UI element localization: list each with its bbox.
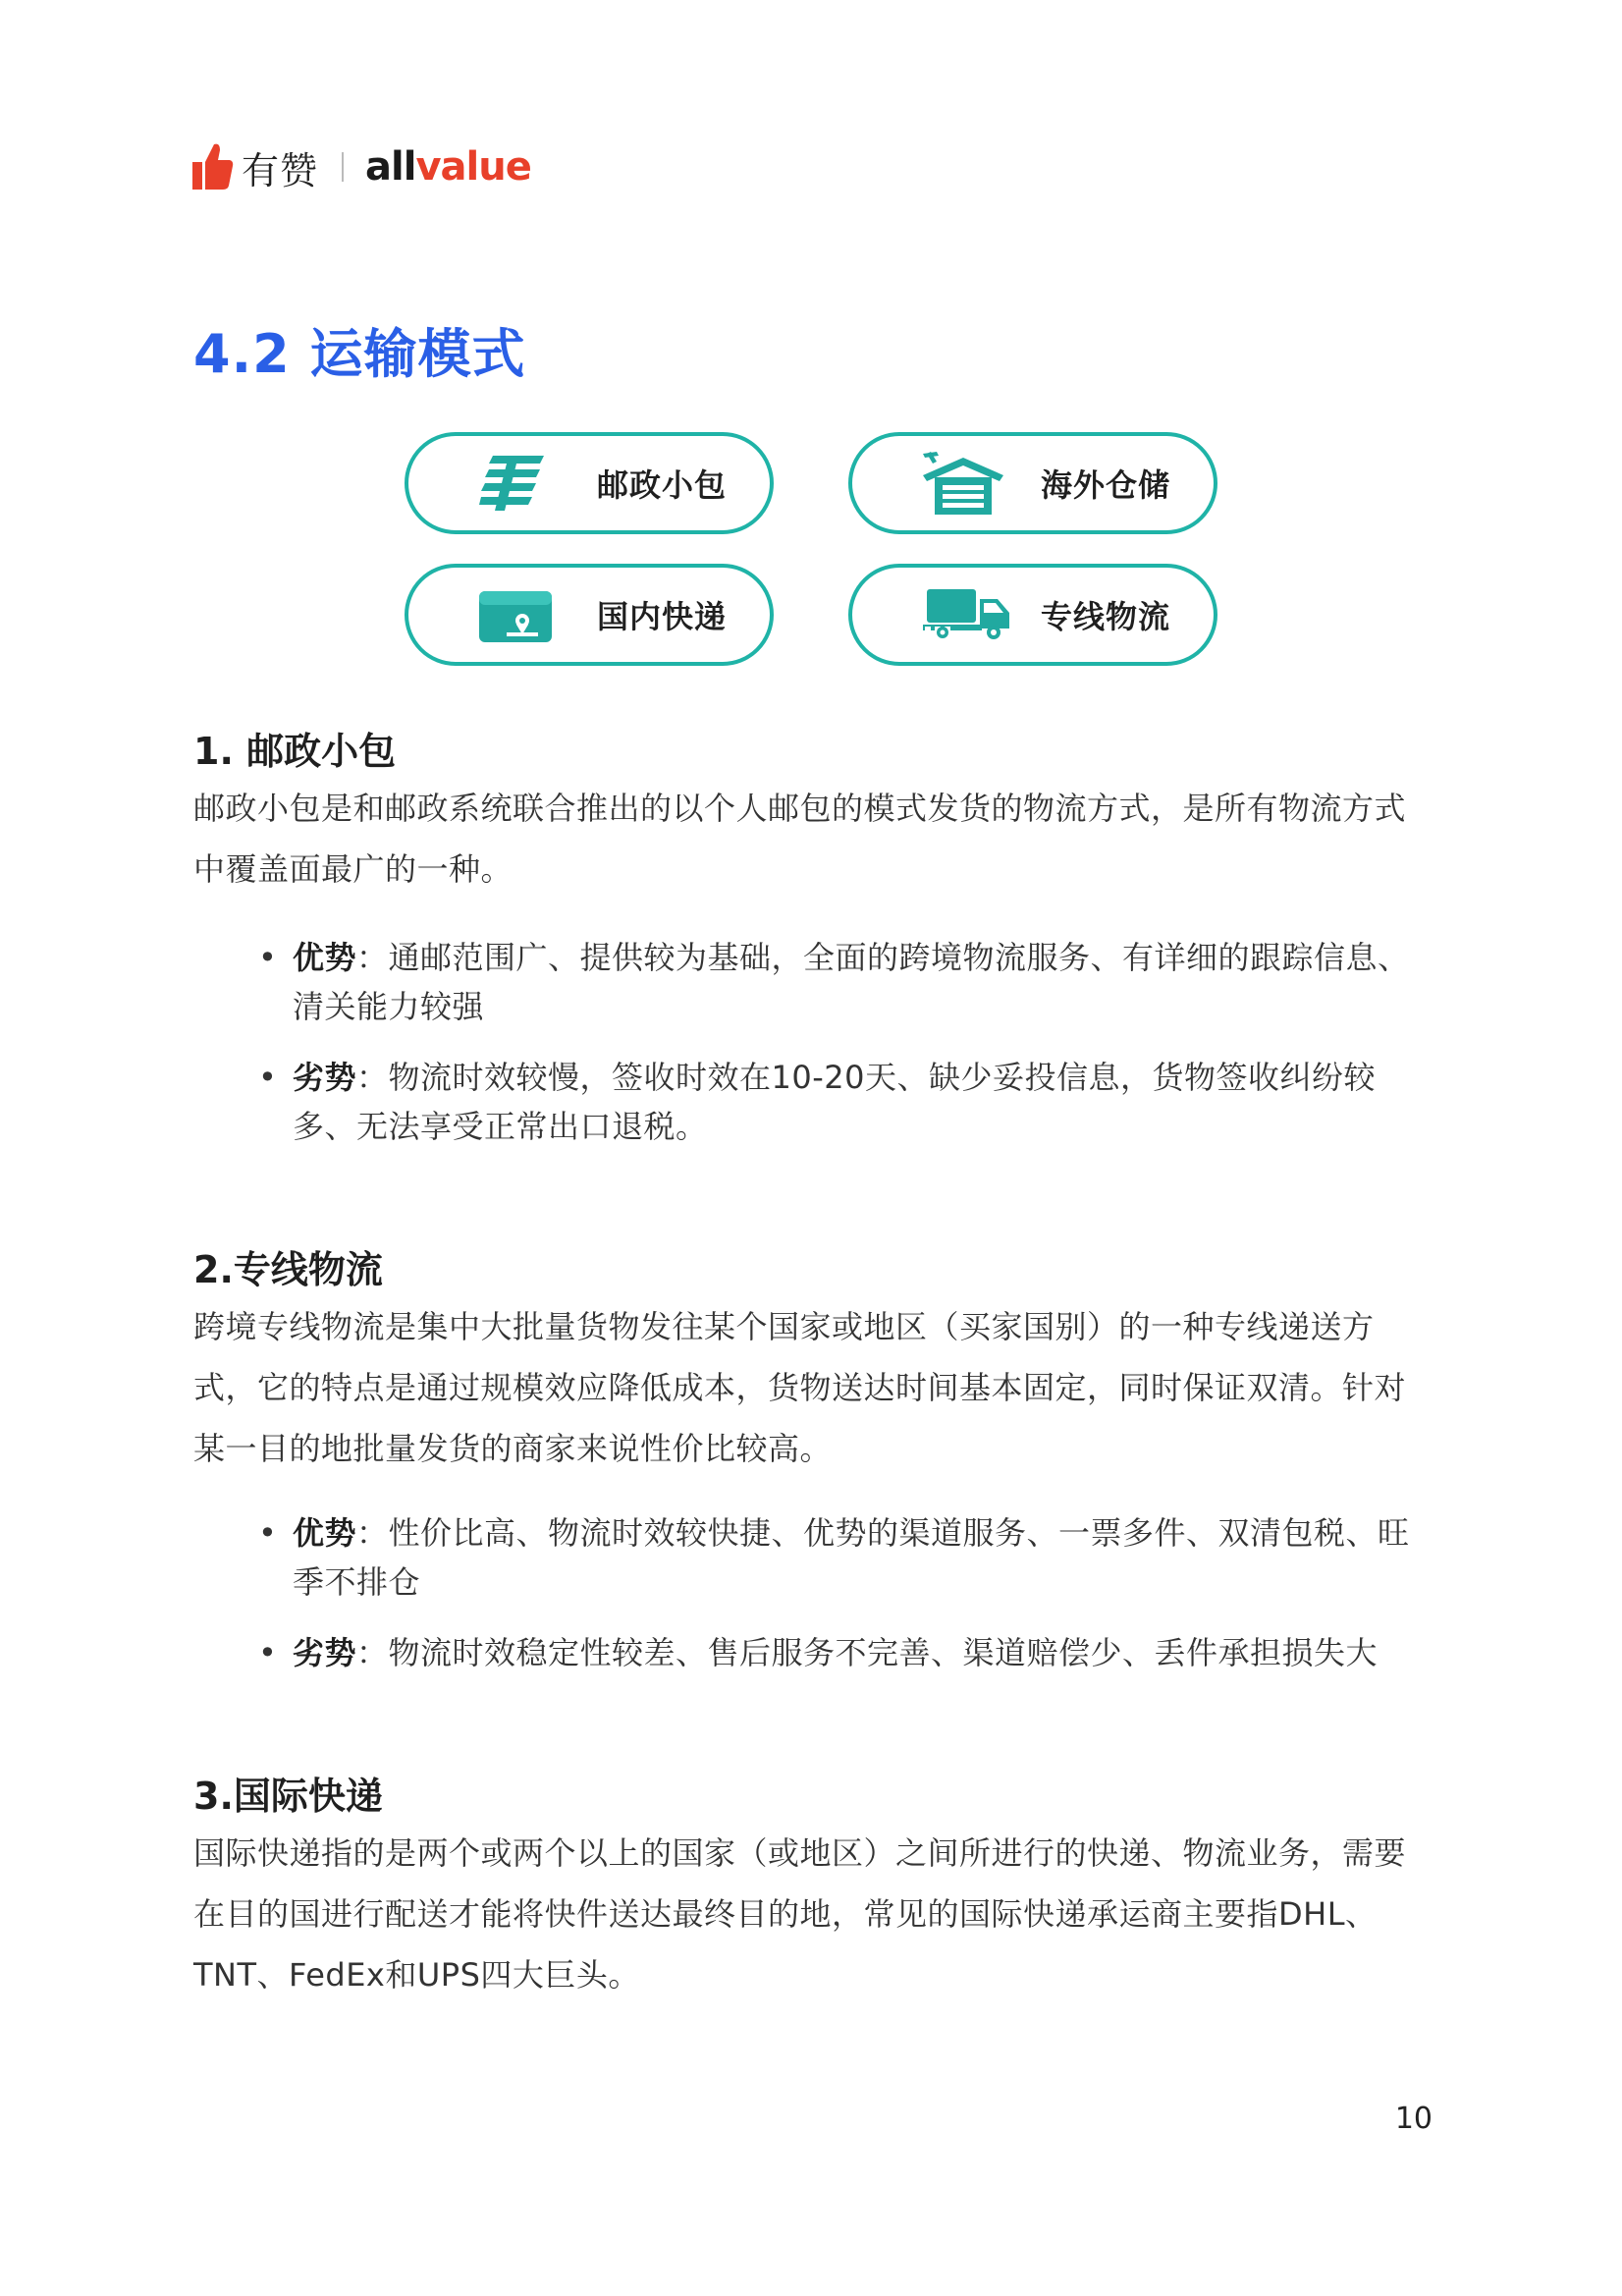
thumbs-up-icon	[192, 142, 234, 191]
section-heading-intl-express: 3.国际快递	[193, 1775, 383, 1818]
bullet-disadvantage: • 劣势：物流时效稳定性较差、售后服务不完善、渠道赔偿少、丢件承担损失大	[193, 1628, 1433, 1677]
section-paragraph-intl-express: 国际快递指的是两个或两个以上的国家（或地区）之间所进行的快递、物流业务，需要在目的国进行配送才能将快件送达最终目的地，常见的国际快递承运商主要指DHL、TNT、FedEx和UPS四大巨头。	[193, 1834, 1407, 1994]
truck-icon	[923, 589, 1011, 640]
mode-pill-postal[interactable]	[405, 432, 774, 534]
section-paragraph-dedicated-line: 跨境专线物流是集中大批量货物发往某个国家或地区（买家国别）的一种专线递送方式，它的特点是通过规模效应降低成本，货物送达时间基本固定，同时保证双清。针对某一目的地批量发货的商家来说性价比较高。	[193, 1308, 1407, 1467]
page-number: 10	[1394, 2102, 1433, 2136]
mode-pill-domestic-express[interactable]	[405, 564, 774, 666]
bullet-list	[193, 1508, 1433, 1607]
pill-label: 国内快递	[597, 598, 728, 635]
mode-pill-dedicated-line[interactable]	[848, 564, 1217, 666]
pill-label: 邮政小包	[597, 466, 728, 504]
pill-label: 专线物流	[1041, 598, 1171, 635]
brand-zh-name: 有赞	[242, 148, 319, 192]
mode-pill-warehouse[interactable]	[848, 432, 1217, 534]
pill-label: 海外仓储	[1041, 466, 1171, 504]
brand-divider	[342, 152, 344, 182]
section-title: 4.2 运输模式	[193, 323, 526, 385]
bullet-advantage: • 优势：性价比高、物流时效较快捷、优势的渠道服务、一票多件、双清包税、旺季不排仓	[193, 1508, 1433, 1607]
section-paragraph-postal: 邮政小包是和邮政系统联合推出的以个人邮包的模式发货的物流方式，是所有物流方式中覆盖面最广的一种。	[193, 790, 1407, 888]
bullet-list	[193, 1628, 1433, 1677]
brand-logo	[192, 139, 531, 194]
bullet-disadvantage: • 劣势：物流时效较慢，签收时效在10-20天、缺少妥投信息，货物签收纠纷较多、无法享受正常出口退税。	[193, 1053, 1433, 1151]
parcel-box-icon	[479, 587, 552, 642]
bullet-list	[193, 933, 1433, 1031]
china-post-icon	[479, 456, 544, 511]
brand-en-name: allvalue	[365, 144, 531, 190]
bullet-advantage: • 优势：通邮范围广、提供较为基础，全面的跨境物流服务、有详细的跟踪信息、清关能力较强	[193, 933, 1433, 1031]
warehouse-icon	[923, 452, 1003, 515]
bullet-list	[193, 1053, 1433, 1151]
section-heading-postal: 1. 邮政小包	[193, 730, 397, 773]
section-heading-dedicated-line: 2.专线物流	[193, 1248, 383, 1291]
